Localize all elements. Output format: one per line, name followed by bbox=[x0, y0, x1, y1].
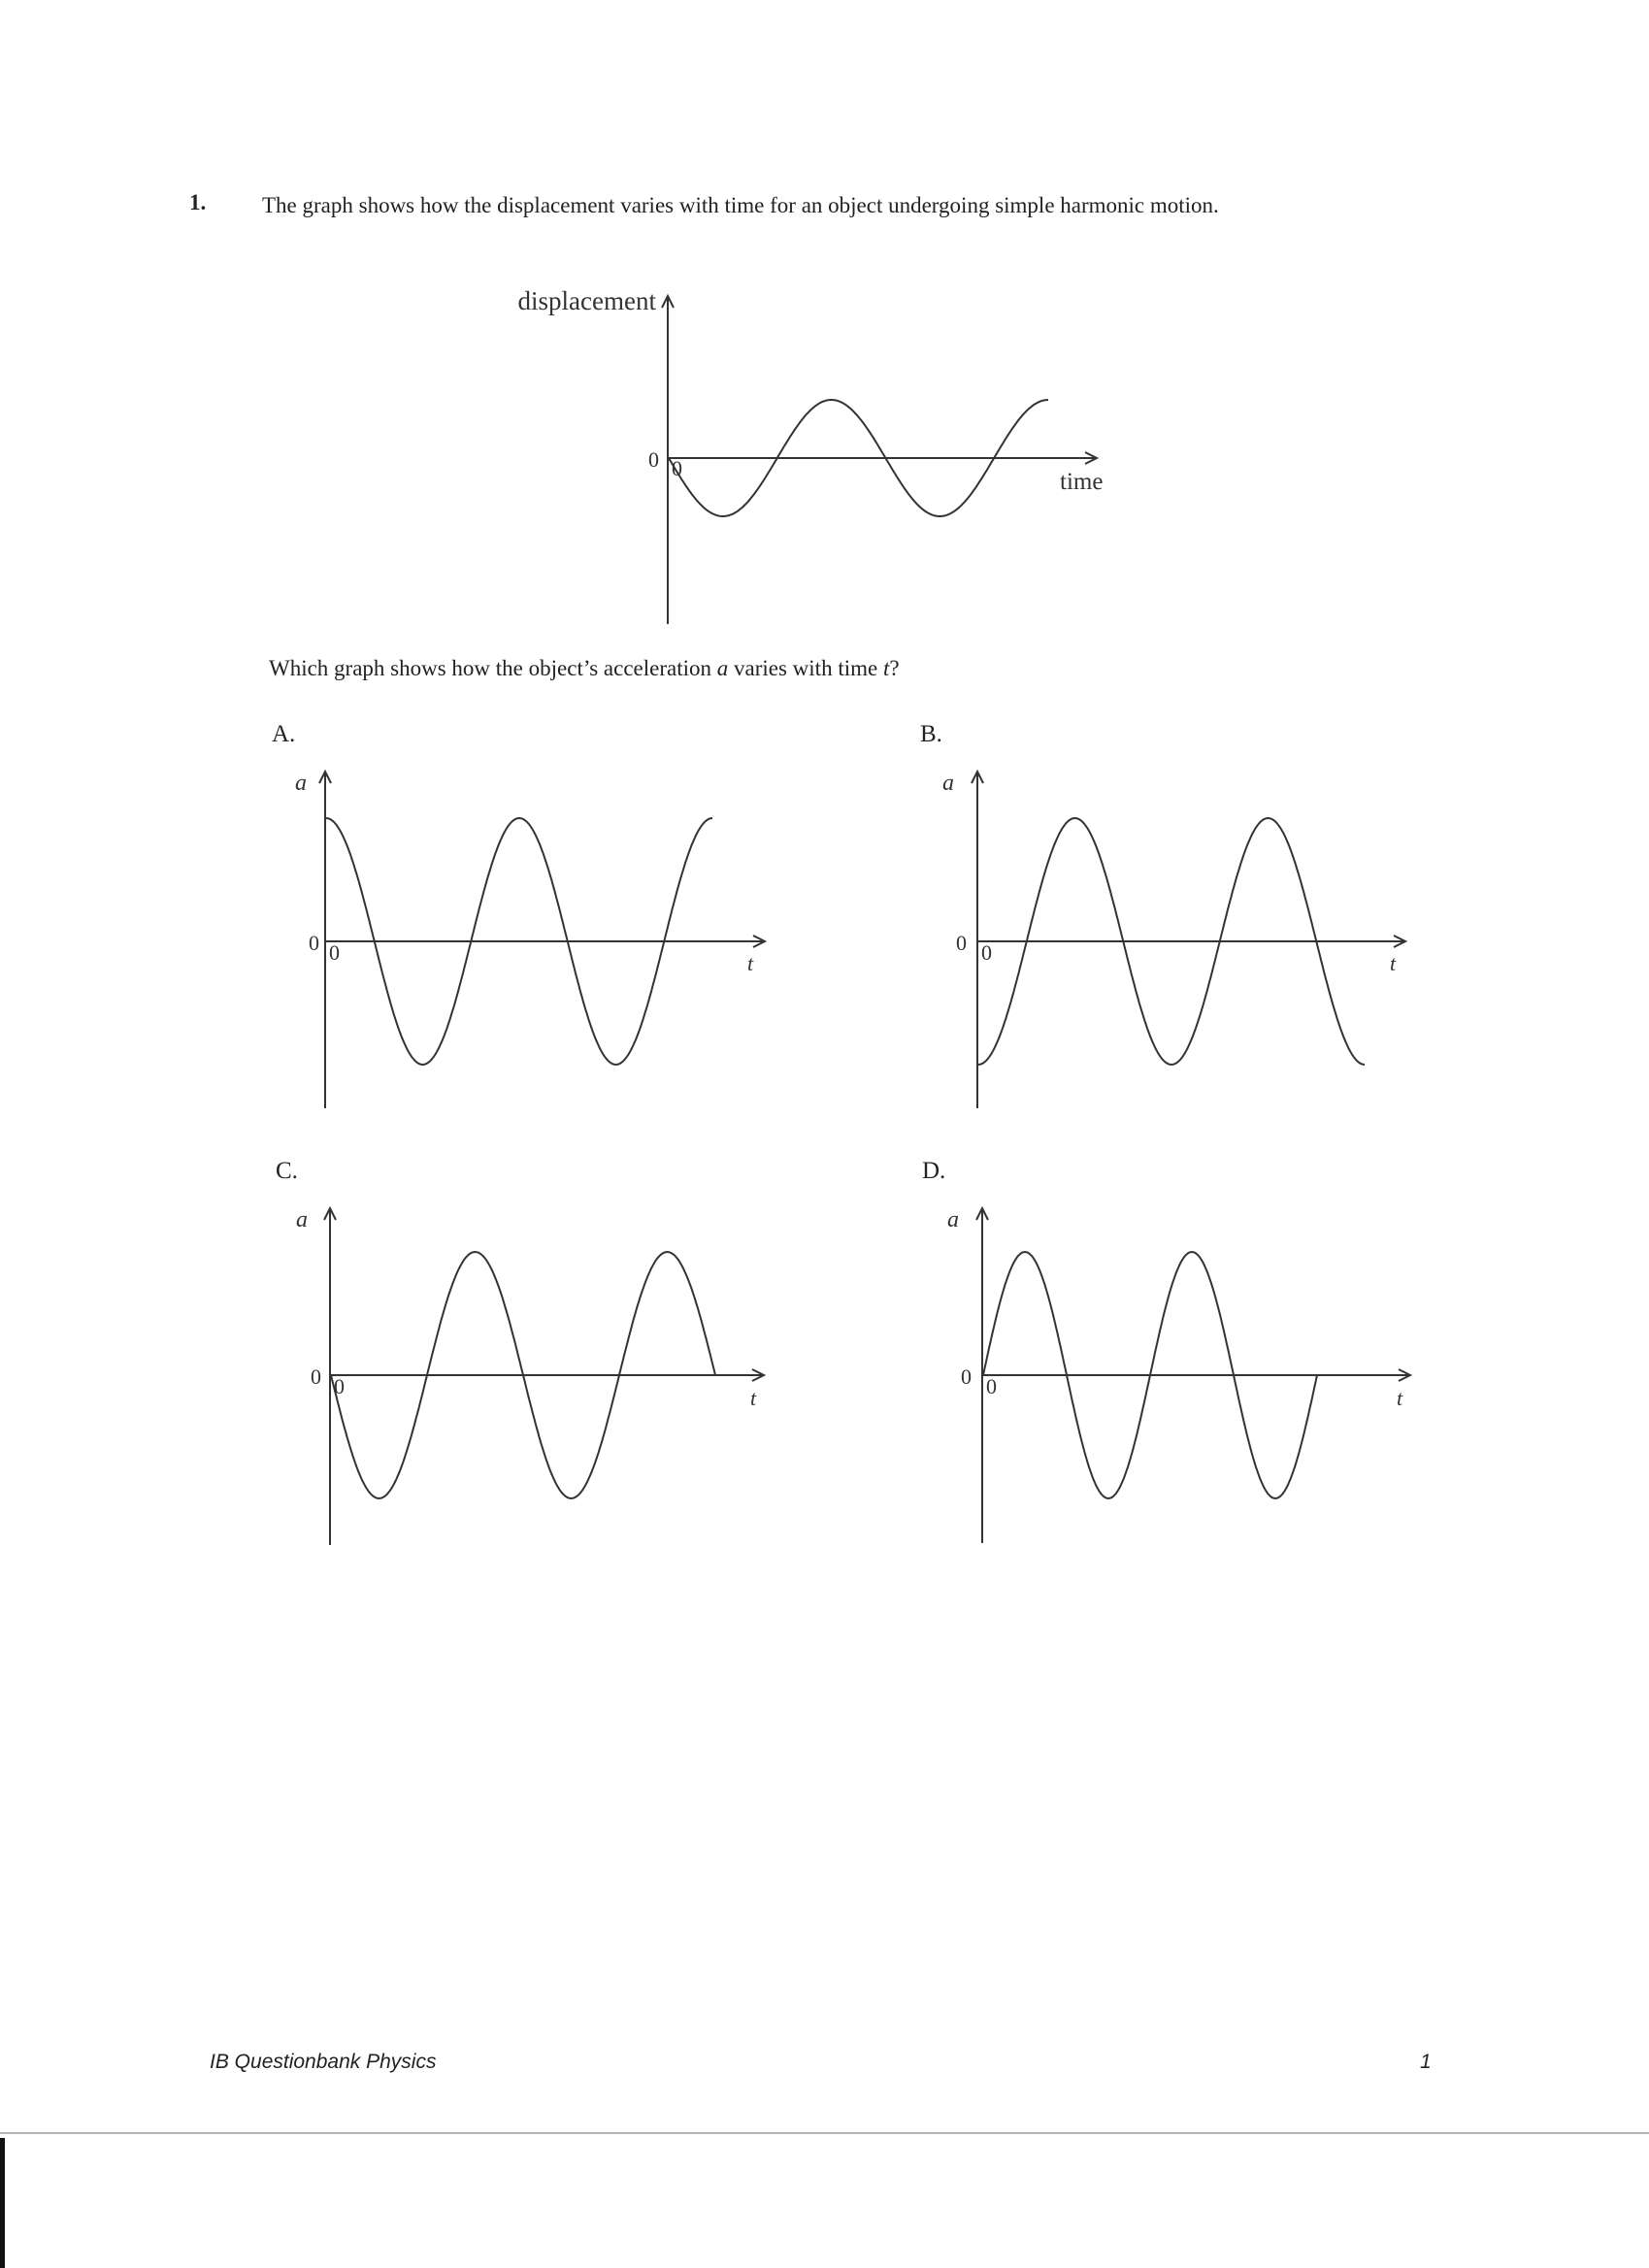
question-text: The graph shows how the displacement varies with time for an object undergoing simple harmonic motion. bbox=[262, 193, 1219, 217]
option-c-graph[interactable] bbox=[286, 1194, 791, 1553]
option-d-graph[interactable] bbox=[939, 1194, 1443, 1553]
y-axis-label: a bbox=[947, 1207, 959, 1233]
x-axis-label: t bbox=[1397, 1386, 1403, 1410]
x-axis-label: t bbox=[1390, 951, 1397, 975]
origin-label-outer: 0 bbox=[648, 447, 659, 472]
page-number: 1 bbox=[1420, 2051, 1432, 2073]
option-a-label[interactable]: A. bbox=[272, 721, 296, 747]
y-axis-label: a bbox=[295, 771, 307, 796]
origin-label-outer: 0 bbox=[311, 1364, 321, 1389]
y-axis-label: a bbox=[942, 771, 954, 796]
displacement-time-graph bbox=[476, 277, 1155, 636]
origin-label-outer: 0 bbox=[956, 931, 967, 955]
option-c-label[interactable]: C. bbox=[276, 1158, 298, 1184]
footer-source: IB Questionbank Physics bbox=[210, 2051, 437, 2073]
variable-t: t bbox=[882, 656, 890, 680]
origin-label-inner: 0 bbox=[334, 1374, 345, 1398]
origin-label-outer: 0 bbox=[961, 1364, 972, 1389]
origin-label-inner: 0 bbox=[986, 1374, 997, 1398]
y-axis-label: displacement bbox=[517, 286, 656, 315]
scan-edge bbox=[0, 2138, 5, 2268]
option-d-label[interactable]: D. bbox=[922, 1158, 946, 1184]
sub-question: Which graph shows how the object’s acceleration a varies with time t? bbox=[269, 656, 900, 680]
origin-label-inner: 0 bbox=[981, 940, 992, 965]
origin-label-inner: 0 bbox=[672, 456, 682, 480]
x-axis-label: t bbox=[747, 951, 754, 975]
x-axis-label: time bbox=[1060, 469, 1104, 495]
option-b-graph[interactable] bbox=[934, 757, 1438, 1116]
page-bottom-rule bbox=[0, 2132, 1649, 2134]
variable-a: a bbox=[716, 656, 729, 680]
y-axis-label: a bbox=[296, 1207, 308, 1233]
question-number: 1. bbox=[189, 190, 207, 214]
origin-label-outer: 0 bbox=[309, 931, 319, 955]
option-a-graph[interactable] bbox=[281, 757, 786, 1116]
option-b-label[interactable]: B. bbox=[920, 721, 942, 747]
x-axis-label: t bbox=[750, 1386, 757, 1410]
origin-label-inner: 0 bbox=[329, 940, 340, 965]
